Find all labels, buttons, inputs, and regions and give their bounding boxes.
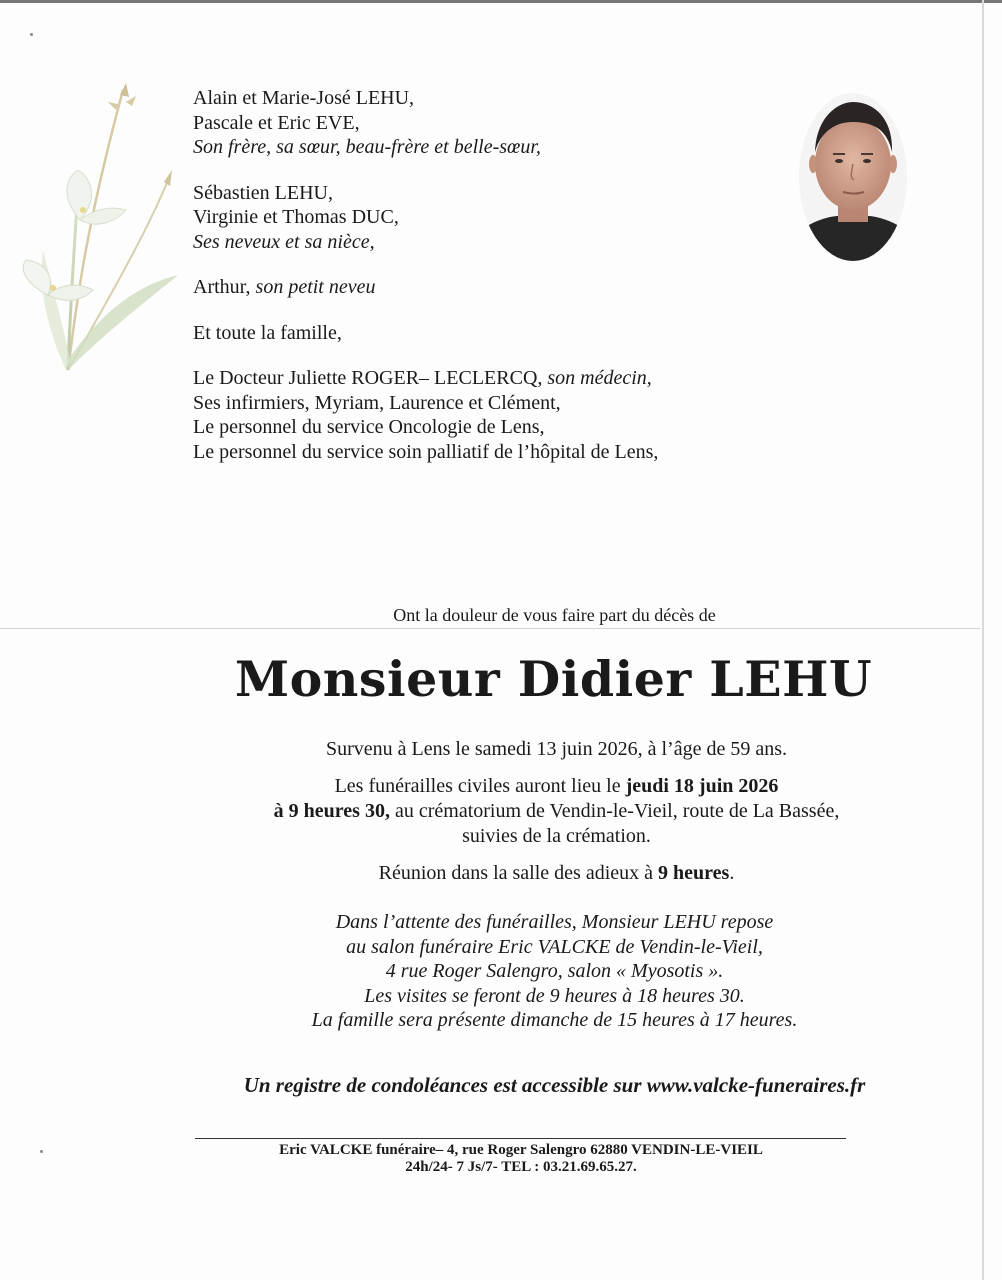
footer-divider	[195, 1138, 846, 1139]
siblings-group	[193, 86, 793, 160]
relative-line: Pascale et Eric EVE,	[193, 111, 360, 134]
grandnephew-group	[193, 275, 793, 300]
palliative-line: Le personnel du service soin palliatif de l’hôpital de Lens,	[193, 440, 659, 463]
relatives-list	[193, 86, 793, 464]
funeral-time: à 9 heures 30,	[273, 800, 390, 822]
visitation-line: 4 rue Roger Salengro, salon « Myosotis ».	[385, 960, 724, 982]
fold-line	[0, 628, 980, 629]
doctor-role: son médecin,	[547, 367, 652, 389]
doctor-line: Le Docteur Juliette ROGER– LECLERCQ,	[193, 367, 543, 389]
portrait-photo	[798, 92, 908, 262]
scan-edge	[0, 0, 1002, 3]
relative-line: Sébastien LEHU,	[193, 181, 333, 204]
relationship-line: Son frère, sa sœur, beau-frère et belle-sœur,	[193, 136, 541, 158]
medical-staff-group	[193, 366, 793, 464]
meeting-time: 9 heures	[658, 862, 730, 884]
oncology-line: Le personnel du service Oncologie de Lens,	[193, 416, 545, 438]
cremation-line: suivies de la crémation.	[462, 825, 651, 847]
visitation-line: La famille sera présente dimanche de 15 heures à 17 heures.	[311, 1009, 798, 1031]
meeting-intro: Réunion dans la salle des adieux à	[378, 862, 659, 884]
visitation-line: Dans l’attente des funérailles, Monsieur LEHU repose	[335, 911, 774, 933]
relative-line: Virginie et Thomas DUC,	[193, 206, 399, 228]
visitation-line: Les visites se feront de 9 heures à 18 heures 30.	[364, 984, 745, 1007]
nurses-line: Ses infirmiers, Myriam, Laurence et Clément,	[193, 391, 561, 414]
meeting-end: .	[729, 862, 735, 884]
nephews-group	[193, 181, 793, 255]
funeral-date: jeudi 18 juin 2026	[625, 775, 779, 797]
funeral-intro: Les funérailles civiles auront lieu le	[334, 775, 626, 797]
announcement-line: Ont la douleur de vous faire part du décès de	[393, 605, 716, 625]
lily-decoration	[8, 70, 193, 400]
relationship-line: Ses neveux et sa nièce,	[193, 230, 375, 253]
family-group	[193, 321, 793, 346]
death-line: Survenu à Lens le samedi 13 juin 2026, à l’âge de 59 ans.	[326, 738, 787, 760]
footer-address: Eric VALCKE funéraire– 4, rue Roger Salengro 62880 VENDIN-LE-VIEIL	[279, 1142, 763, 1158]
funeral-details	[0, 737, 1002, 886]
relative-name: Arthur,	[193, 276, 251, 298]
relative-line: Alain et Marie-José LEHU,	[193, 87, 415, 109]
relationship-line: son petit neveu	[255, 276, 376, 298]
family-line: Et toute la famille,	[193, 321, 342, 344]
visitation-info	[0, 910, 1002, 1033]
footer-phone: 24h/24- 7 Js/7- TEL : 03.21.69.65.27.	[405, 1159, 637, 1175]
condolence-registry: Un registre de condoléances est accessible sur www.valcke-funeraires.fr	[243, 1073, 866, 1097]
funeral-place: au crématorium de Vendin-le-Vieil, route de La Bassée,	[389, 800, 840, 822]
funeral-home-footer	[0, 1142, 1002, 1176]
visitation-line: au salon funéraire Eric VALCKE de Vendin-le-Vieil,	[346, 935, 763, 958]
scan-speck	[30, 33, 33, 36]
deceased-name: Monsieur Didier LEHU	[234, 650, 873, 708]
